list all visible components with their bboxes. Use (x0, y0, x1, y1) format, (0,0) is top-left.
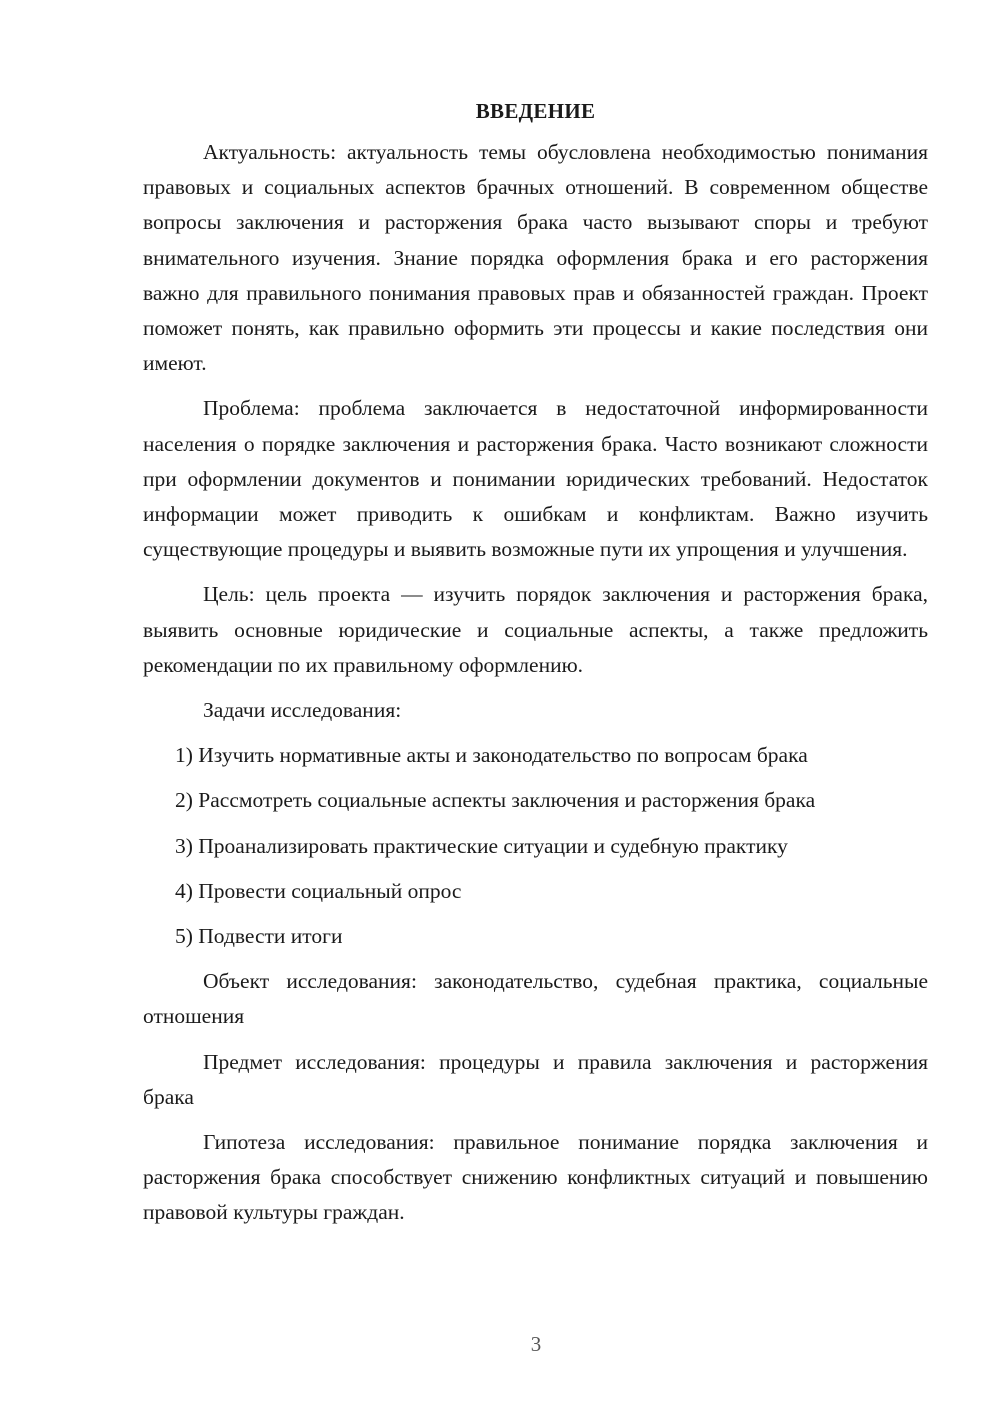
document-page (143, 96, 928, 1241)
list-item: 3) Проанализировать практические ситуации и судебную практику (175, 833, 788, 858)
page-number: 3 (530, 1332, 542, 1356)
tasks-list (143, 738, 928, 954)
paragraph-hypothesis: Гипотеза исследования: правильное понимание порядка заключения и расторжения брака способствует снижению конфликтных ситуаций и повышению правовой культуры граждан. (143, 1130, 928, 1225)
tasks-heading: Задачи исследования: (203, 698, 402, 723)
section-title: ВВЕДЕНИЕ (475, 99, 596, 123)
paragraph-relevance: Актуальность: актуальность темы обусловлена необходимостью понимания правовых и социальных аспектов брачных отношений. В современном обществе вопросы заключения и расторжения брака часто вызывают споры и требуют внимательного изучения. Знание порядка оформления брака и его расторжения важно для правильного понимания правовых прав и обязанностей граждан. Проект поможет понять, как правильно оформить эти процессы и какие последствия они имеют. (143, 140, 928, 376)
paragraph-object: Объект исследования: законодательство, судебная практика, социальные отношения (143, 969, 928, 1029)
list-item: 4) Провести социальный опрос (175, 878, 462, 903)
paragraph-subject: Предмет исследования: процедуры и правила заключения и расторжения брака (143, 1049, 928, 1109)
list-item: 2) Рассмотреть социальные аспекты заключения и расторжения брака (175, 788, 816, 813)
paragraph-problem: Проблема: проблема заключается в недостаточной информированности населения о порядке заключения и расторжения брака. Часто возникают сложности при оформлении документов и понимании юридических требований. Недостаток информации может приводить к ошибкам и конфликтам. Важно изучить существующие процедуры и выявить возможные пути их упрощения и улучшения. (143, 396, 928, 562)
list-item: 5) Подвести итоги (175, 924, 343, 949)
paragraph-goal: Цель: цель проекта — изучить порядок заключения и расторжения брака, выявить основные юридические и социальные аспекты, а также предложить рекомендации по их правильному оформлению. (143, 582, 928, 677)
list-item: 1) Изучить нормативные акты и законодательство по вопросам брака (175, 743, 808, 768)
